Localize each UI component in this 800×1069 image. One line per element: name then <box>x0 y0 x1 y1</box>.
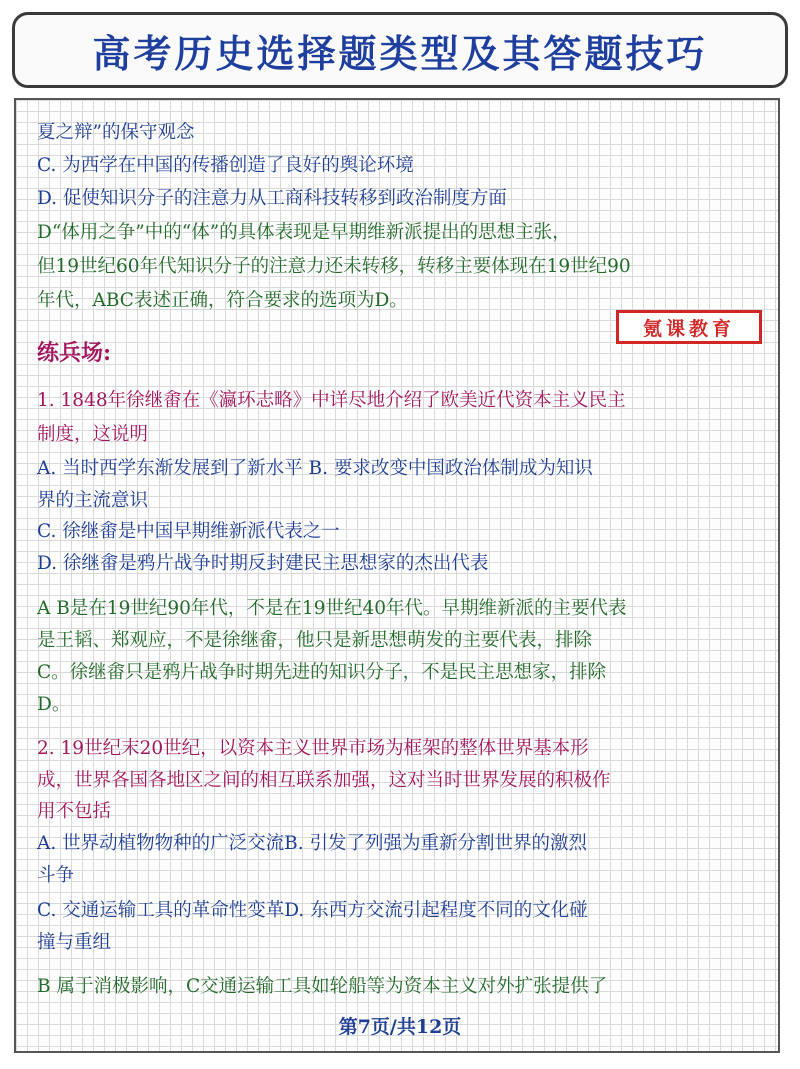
option-c: C. 徐继畬是中国早期维新派代表之一 <box>37 521 340 542</box>
option-line: A. 当时西学东渐发展到了新水平 B. 要求改变中国政治体制成为知识 <box>37 458 593 479</box>
answer-line: 但19世纪60年代知识分子的注意力还未转移，转移主要体现在19世纪90 <box>37 256 631 277</box>
page-number: 第7页/共12页 <box>338 1016 462 1038</box>
option-line: A. 世界动植物物种的广泛交流B. 引发了列强为重新分割世界的激烈 <box>37 833 587 854</box>
page-title: 高考历史选择题类型及其答题技巧 <box>92 31 708 76</box>
answer-line: A B是在19世纪90年代，不是在19世纪40年代。早期维新派的主要代表 <box>37 598 627 619</box>
answer-line: B 属于消极影响，C交通运输工具如轮船等为资本主义对外扩张提供了 <box>37 976 608 997</box>
brand-stamp: 氪课教育 <box>616 310 762 344</box>
option-d: D. 促使知识分子的注意力从工商科技转移到政治制度方面 <box>37 188 507 209</box>
question-2: 用不包括 <box>37 801 112 822</box>
option-line: C. 交通运输工具的革命性变革D. 东西方交流引起程度不同的文化碰 <box>37 900 588 921</box>
title-banner <box>12 12 788 88</box>
question-1: 制度，这说明 <box>37 424 149 445</box>
text-line: 夏之辩”的保守观念 <box>37 122 195 143</box>
option-c: C. 为西学在中国的传播创造了良好的舆论环境 <box>37 155 414 176</box>
question-2: 成，世界各国各地区之间的相互联系加强，这对当时世界发展的积极作 <box>37 770 611 791</box>
option-line: 界的主流意识 <box>37 490 149 511</box>
option-d: D. 徐继畬是鸦片战争时期反封建民主思想家的杰出代表 <box>37 553 489 574</box>
answer-line: D“体用之争”中的“体”的具体表现是早期维新派提出的思想主张， <box>37 222 571 243</box>
option-line: 斗争 <box>37 865 75 886</box>
option-line: 撞与重组 <box>37 932 112 953</box>
answer-line: 是王韬、郑观应，不是徐继畬，他只是新思想萌发的主要代表，排除 <box>37 630 593 651</box>
question-2: 2. 19世纪末20世纪，以资本主义世界市场为框架的整体世界基本形 <box>37 738 589 759</box>
answer-line: 年代，ABC表述正确，符合要求的选项为D。 <box>37 290 408 311</box>
answer-line: D。 <box>37 694 71 715</box>
section-heading: 练兵场: <box>37 340 112 366</box>
answer-line: C。徐继畬只是鸦片战争时期先进的知识分子，不是民主思想家，排除 <box>37 662 607 683</box>
question-1: 1. 1848年徐继畬在《瀛环志略》中详尽地介绍了欧美近代资本主义民主 <box>37 390 626 411</box>
